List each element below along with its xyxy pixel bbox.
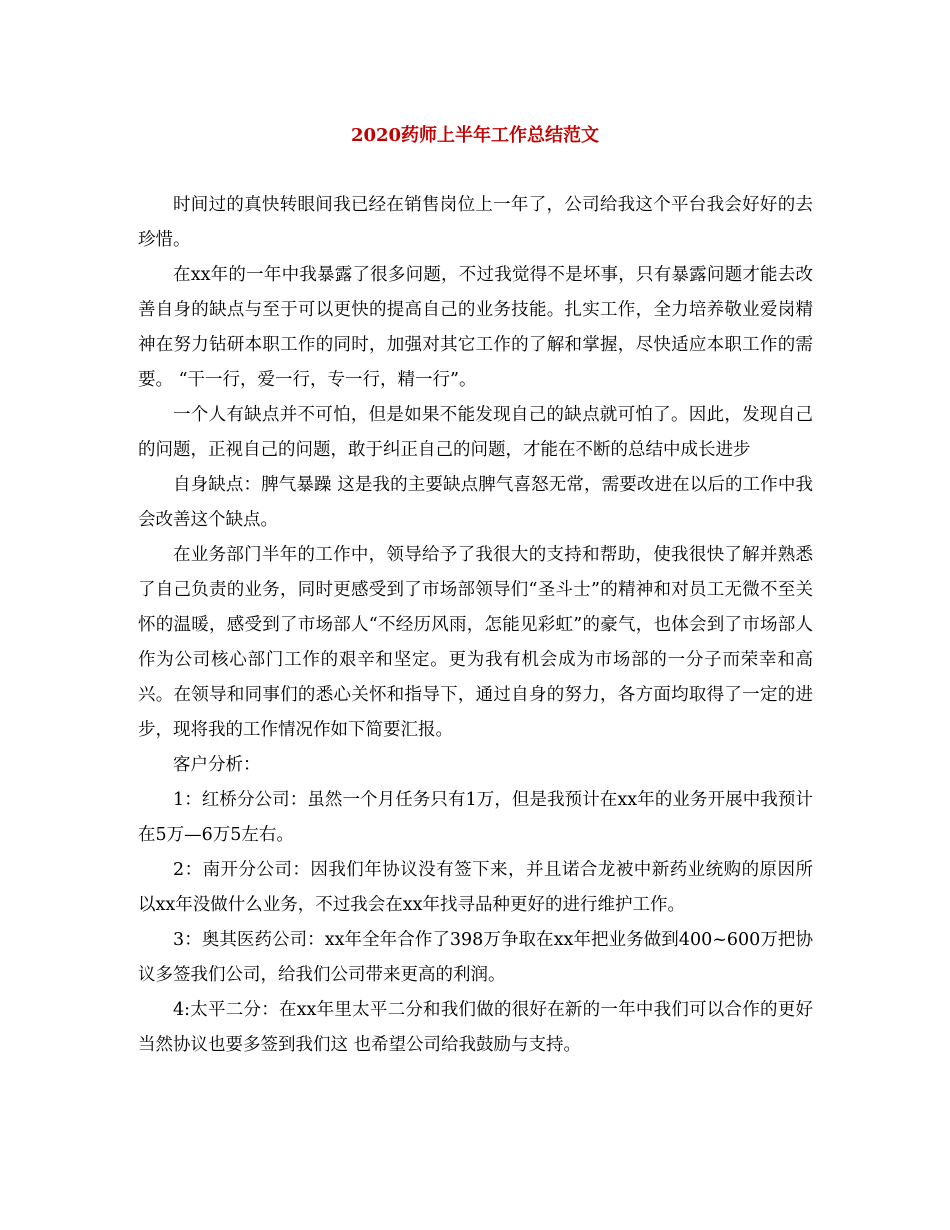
paragraph-intro: 时间过的真快转眼间我已经在销售岗位上一年了，公司给我这个平台我会好好的去珍惜。 [138,195,813,250]
paragraph-problems: 在xx年的一年中我暴露了很多问题，不过我觉得不是坏事，只有暴露问题才能去改善自身的缺点与至于可以更快的提高自己的业务技能。扎实工作，全力培养敬业爱岗精神在努力钻研本职工作的同时，加强对其它工作的了解和掌握，尽快适应本职工作的需要。 “干一行，爱一行，专一行，精一行”。 [138,265,813,390]
paragraph-customer-hongqiao: 1：红桥分公司：虽然一个月任务只有1万，但是我预计在xx年的业务开展中我预计在5万—6万5左右。 [138,790,813,845]
paragraph-customer-aoqi: 3：奥其医药公司：xx年全年合作了398万争取在xx年把业务做到400~600万把协议多签我们公司，给我们公司带来更高的利润。 [138,930,813,985]
paragraph-customer-taiping: 4:太平二分：在xx年里太平二分和我们做的很好在新的一年中我们可以合作的更好当然协议也要多签到我们这 也希望公司给我鼓励与支持。 [138,1000,813,1055]
paragraph-shortcomings: 一个人有缺点并不可怕，但是如果不能发现自己的缺点就可怕了。因此，发现自己的问题，正视自己的问题，敢于纠正自己的问题，才能在不断的总结中成长进步 [138,405,813,460]
document-body [138,188,813,1063]
document-title: 2020药师上半年工作总结范文 [350,125,600,146]
paragraph-department-work: 在业务部门半年的工作中，领导给予了我很大的支持和帮助，使我很快了解并熟悉了自己负责的业务，同时更感受到了市场部领导们“圣斗士”的精神和对员工无微不至关怀的温暖，感受到了市场部人“不经历风雨，怎能见彩虹”的豪气，也体会到了市场部人作为公司核心部门工作的艰辛和坚定。更为我有机会成为市场部的一分子而荣幸和高兴。在领导和同事们的悉心关怀和指导下，通过自身的努力，各方面均取得了一定的进步，现将我的工作情况作如下简要汇报。 [138,545,813,740]
paragraph-customer-analysis-heading: 客户分析： [173,755,261,775]
paragraph-own-defects: 自身缺点：脾气暴躁 这是我的主要缺点脾气喜怒无常，需要改进在以后的工作中我会改善这个缺点。 [138,475,813,530]
paragraph-customer-nankai: 2：南开分公司：因我们年协议没有签下来，并且诺合龙被中新药业统购的原因所以xx年没做什么业务，不过我会在xx年找寻品种更好的进行维护工作。 [138,860,813,915]
